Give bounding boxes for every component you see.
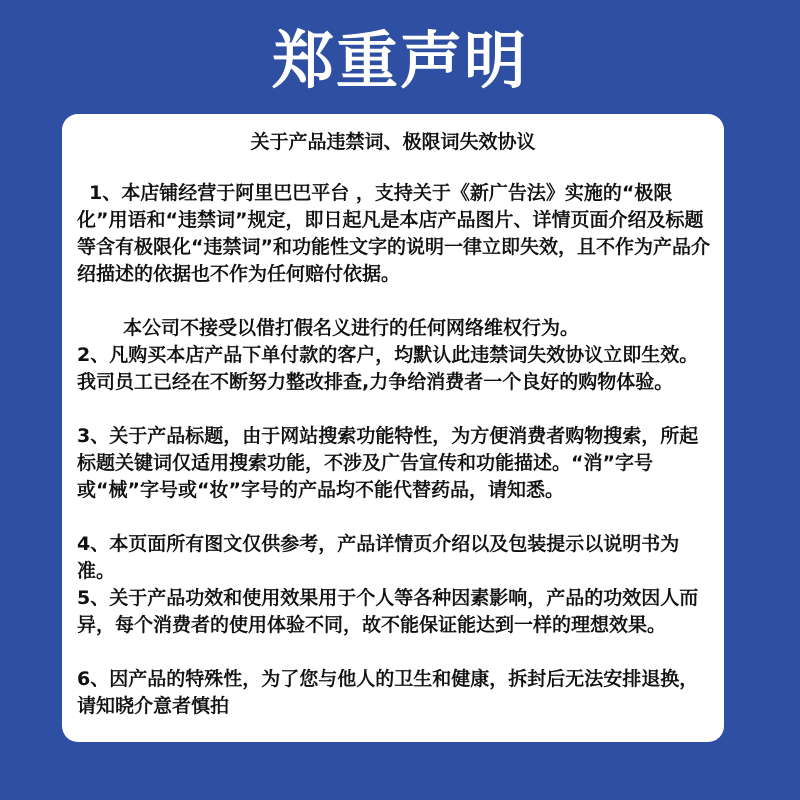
statement-subtitle: 关于产品违禁词、极限词失效协议	[250, 131, 536, 153]
clause-4: 4、本页面所有图文仅供参考，产品详情页介绍以及包装提示以说明书为准。	[77, 533, 680, 582]
clause-1-note: 本公司不接受以借打假名义进行的任何网络维权行为。	[123, 317, 580, 339]
clause-1: 1、本店铺经营于阿里巴巴平台 ，支持关于《新广告法》实施的“极限化”用语和“违禁词”规定，即日起凡是本店产品图片、详情页面介绍及标题等含有极限化“违禁词”和功能性文字的说明一律立即失效，且不作为产品介绍描述的依据也不作为任何赔付依据。	[77, 182, 710, 285]
clause-6: 6、因产品的特殊性，为了您与他人的卫生和健康，拆封后无法安排退换，请知晓介意者慎拍	[77, 668, 699, 717]
clause-5: 5、关于产品功效和使用效果用于个人等各种因素影响，产品的功效因人而异，每个消费者的使用体验不同，故不能保证能达到一样的理想效果。	[77, 587, 699, 636]
statement-card	[62, 114, 724, 742]
clause-3: 3、关于产品标题，由于网站搜索功能特性，为方便消费者购物搜索，所起标题关键词仅适用搜索功能，不涉及广告宣传和功能描述。“消”字号或“械”字号或“妆”字号的产品均不能代替药品，请知悉。	[77, 425, 699, 501]
page-title: 郑重声明	[271, 24, 528, 97]
clause-2: 2、凡购买本店产品下单付款的客户，均默认此违禁词失效协议立即生效。我司员工已经在不断努力整改排查,力争给消费者一个良好的购物体验。	[77, 344, 699, 393]
